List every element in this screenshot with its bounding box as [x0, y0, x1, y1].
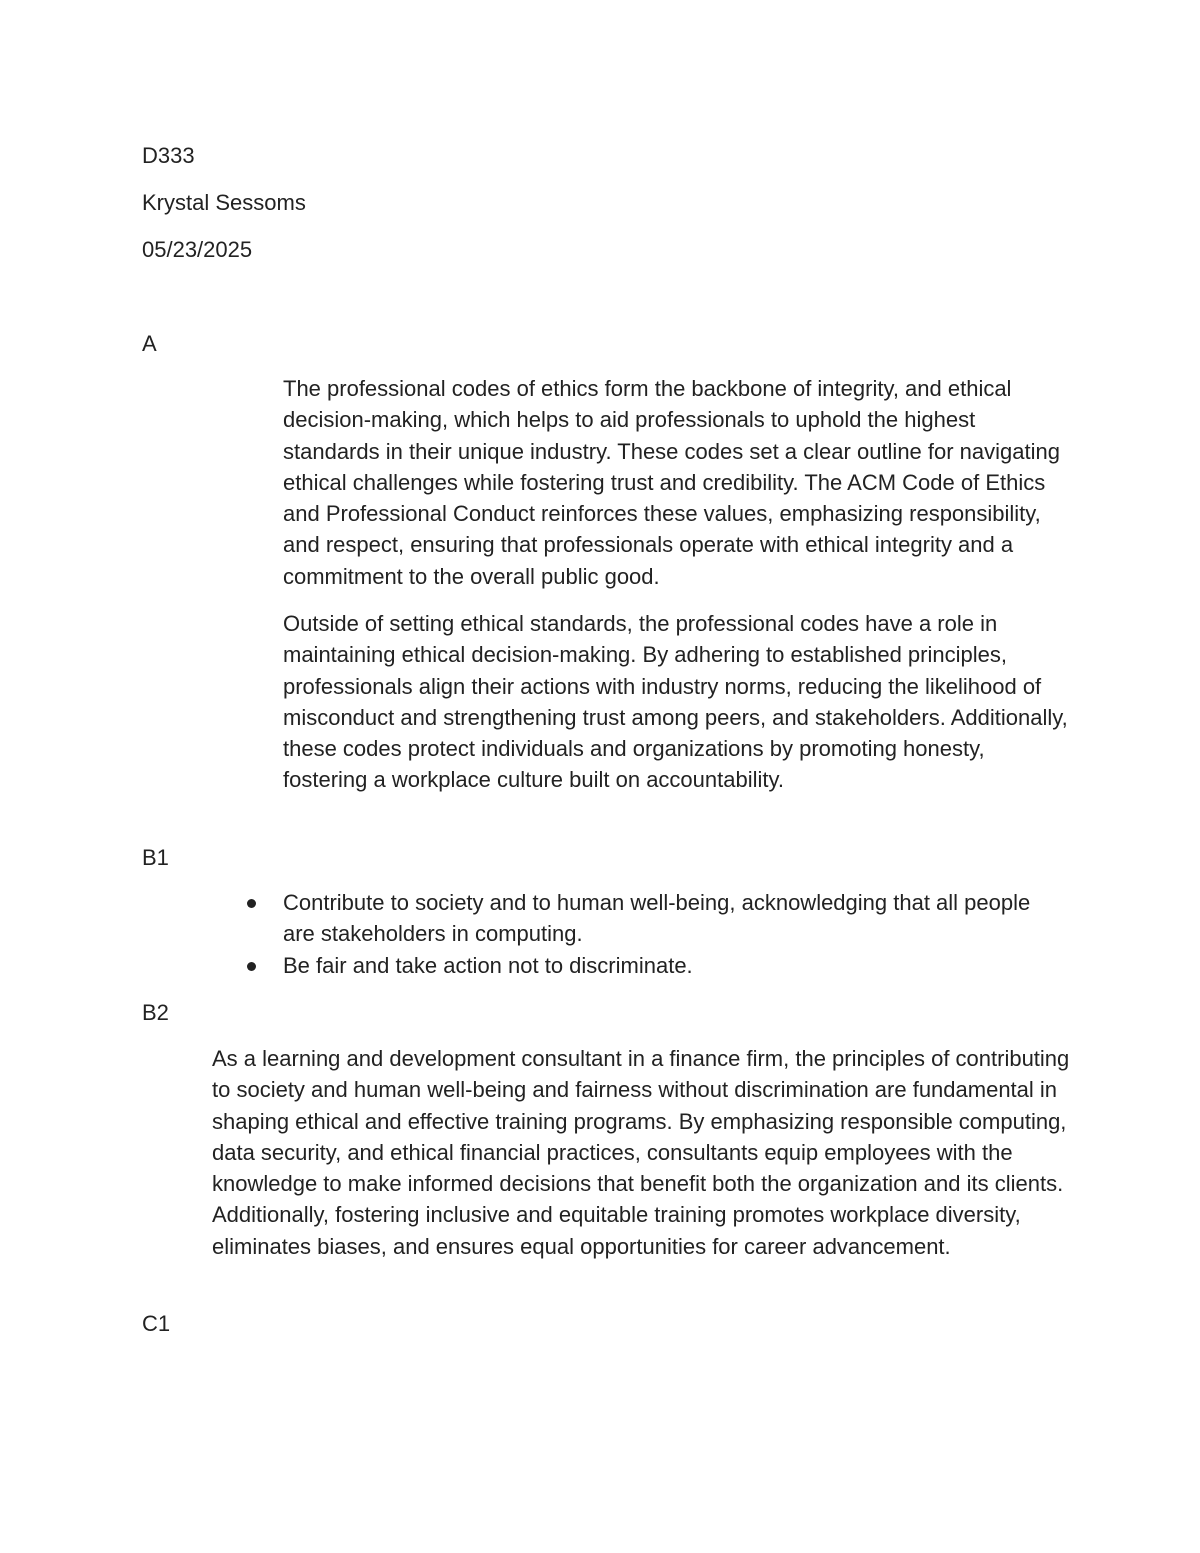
section-b2-heading: B2 — [142, 1000, 169, 1025]
course-code: D333 — [142, 143, 195, 168]
section-c1-heading: C1 — [142, 1311, 171, 1336]
list-item-text: Contribute to society and to human well-being, acknowledging that all people are stakeholders in computing. — [283, 890, 1031, 947]
bullet-icon — [247, 962, 256, 971]
section-a-heading: A — [142, 331, 157, 356]
list-item — [283, 950, 1043, 981]
bullet-icon — [247, 899, 256, 908]
list-item — [283, 887, 1043, 950]
section-a-paragraph-1: The professional codes of ethics form the backbone of integrity, and ethical decision-making, which helps to aid professionals to uphold the highest standards in their unique industry. These codes set a clear outline for navigating ethical challenges while fostering trust and credibility. The ACM Code of Ethics and Professional Conduct reinforces these values, emphasizing responsibility, and respect, ensuring that professionals operate with ethical integrity and a commitment to the overall public good. — [283, 376, 1060, 589]
list-item-text: Be fair and take action not to discriminate. — [283, 952, 693, 978]
document-date: 05/23/2025 — [142, 237, 253, 262]
section-b2-paragraph: As a learning and development consultant in a finance firm, the principles of contributing to society and human well-being and fairness without discrimination are fundamental in shaping ethical and effective training programs. By emphasizing responsible computing, data security, and ethical financial practices, consultants equip employees with the knowledge to make informed decisions that benefit both the organization and its clients. Additionally, fostering inclusive and equitable training promotes workplace diversity, eliminates biases, and ensures equal opportunities for career advancement. — [212, 1046, 1070, 1259]
section-b1-heading: B1 — [142, 845, 169, 870]
principles-list — [283, 887, 1043, 981]
section-a-paragraph-2: Outside of setting ethical standards, the professional codes have a role in maintaining ethical decision-making. By adhering to established principles, professionals align their actions with industry norms, reducing the likelihood of misconduct and strengthening trust among peers, and stakeholders. Additionally, these codes protect individuals and organizations by promoting honesty, fostering a workplace culture built on accountability. — [283, 611, 1068, 793]
author-name: Krystal Sessoms — [142, 190, 306, 215]
